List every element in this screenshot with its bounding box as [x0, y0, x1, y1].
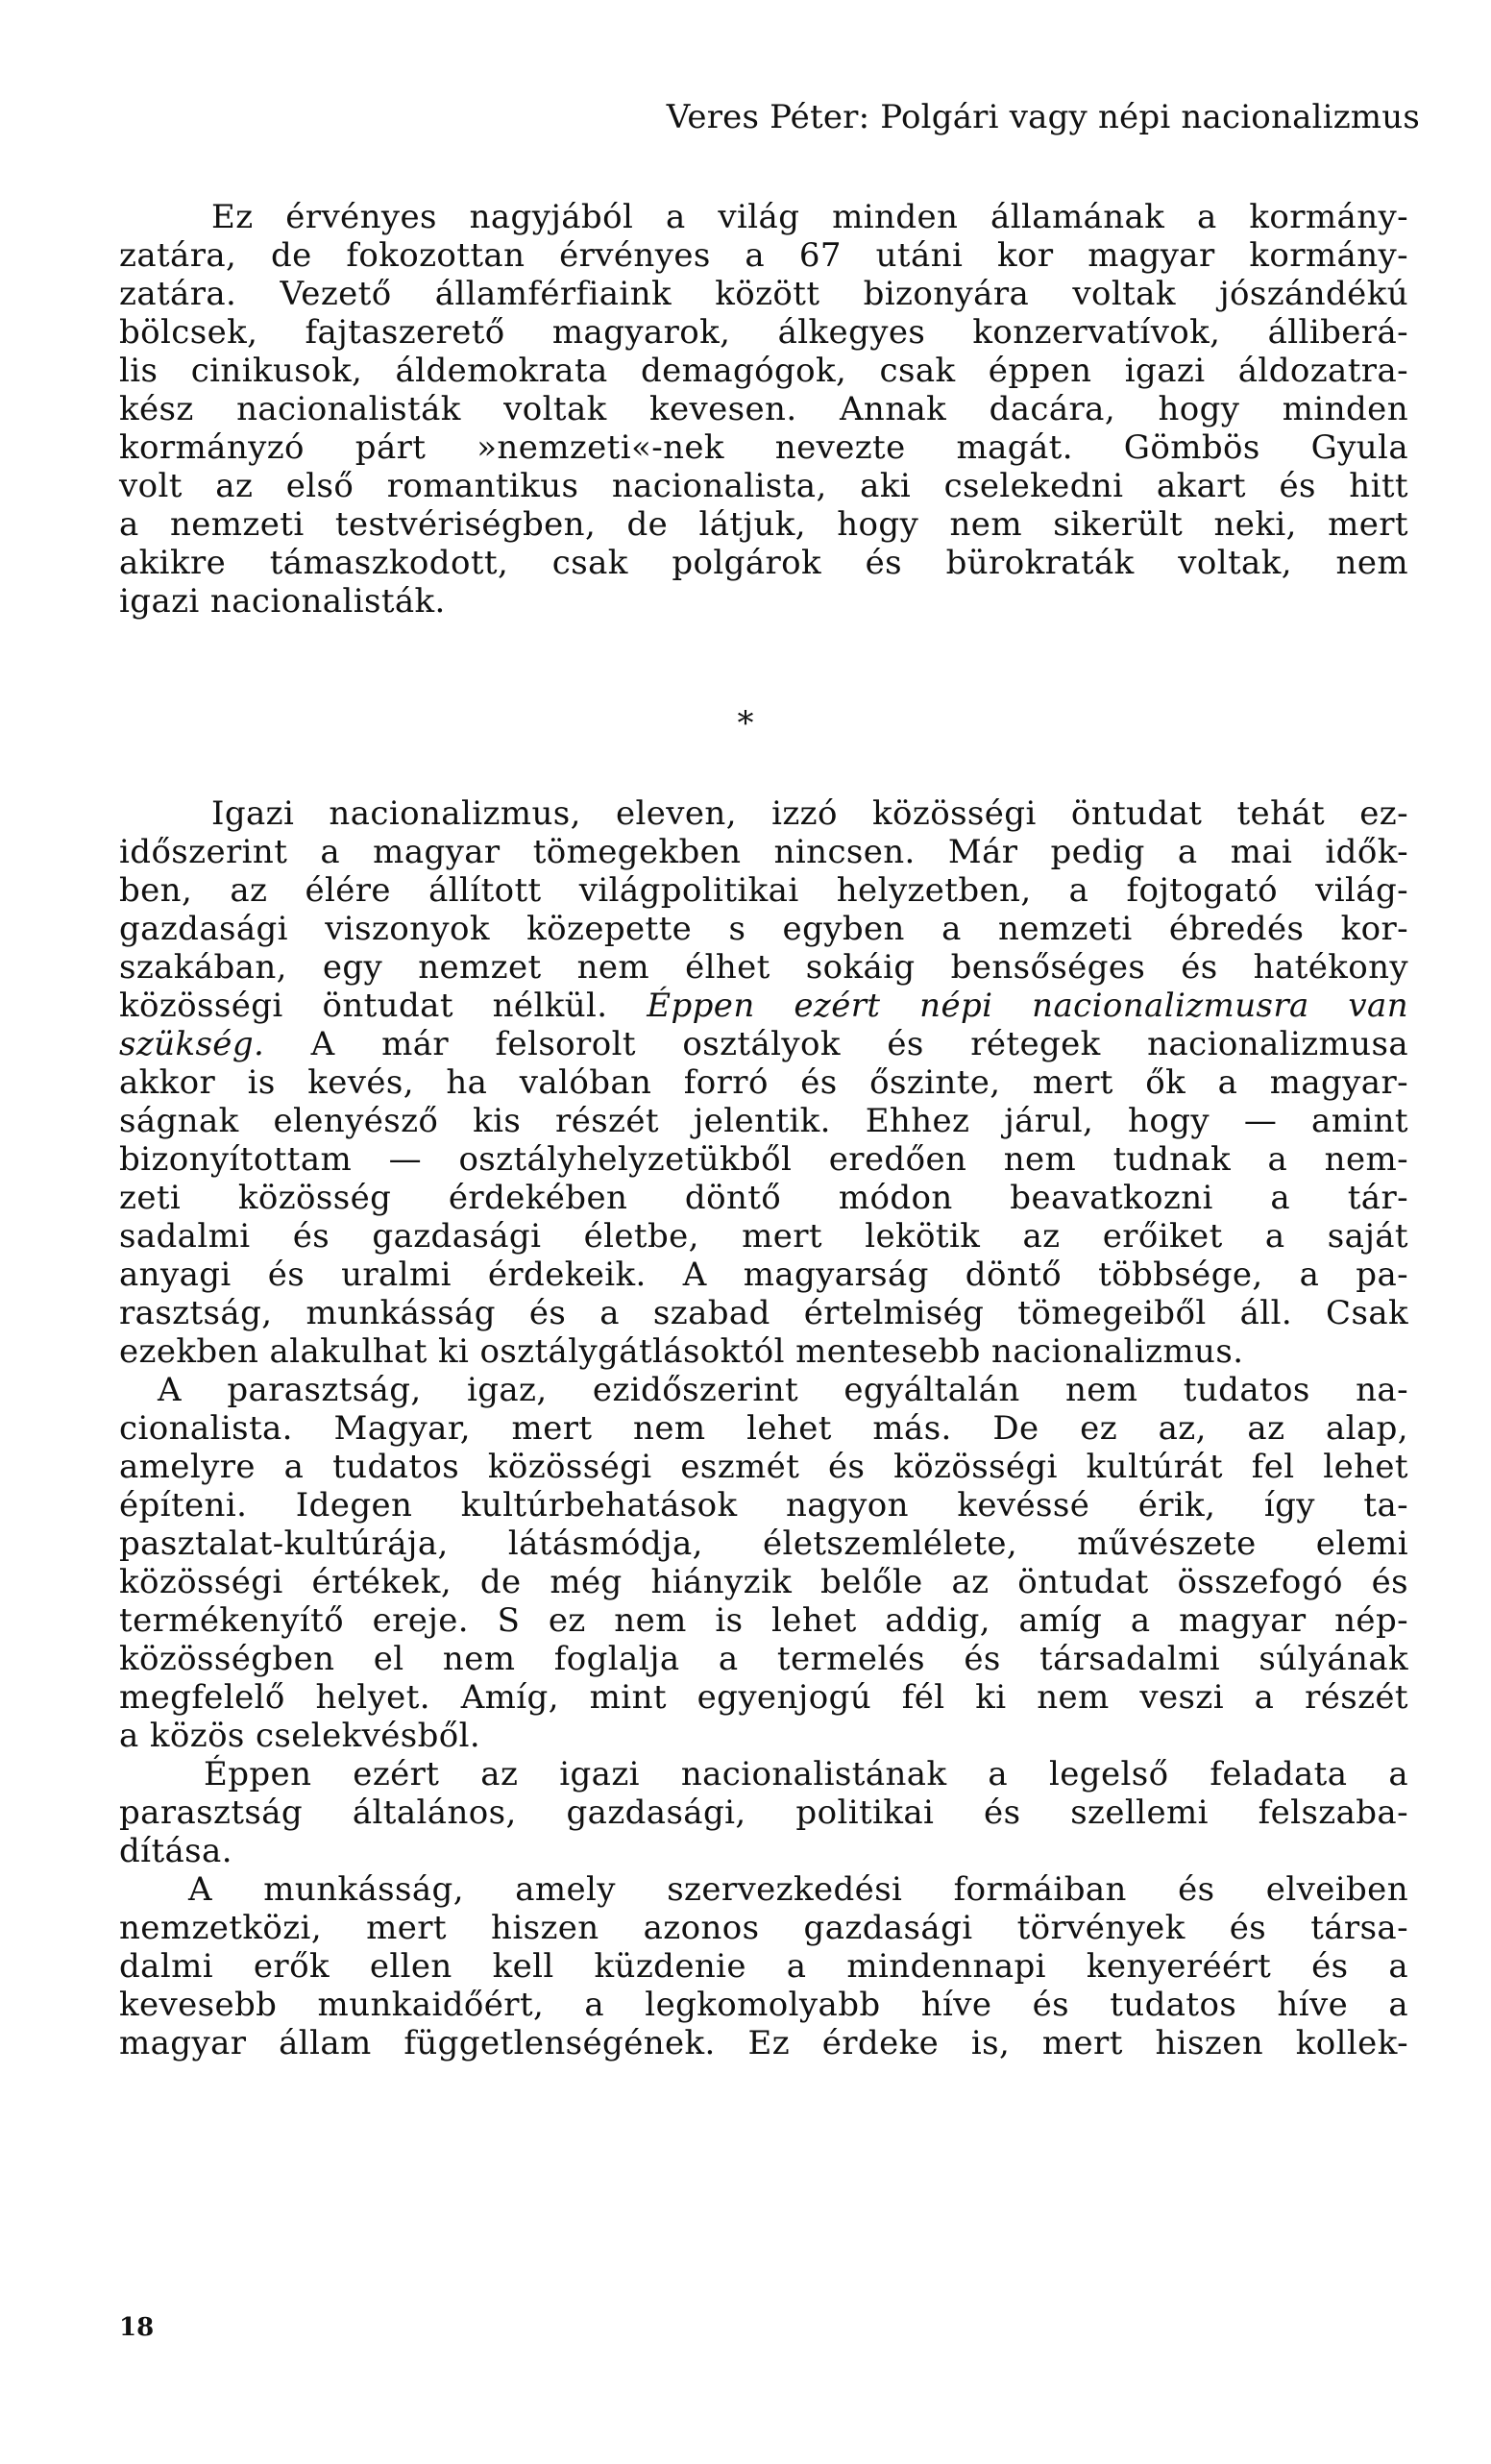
- text-line: Ez érvényes nagyjából a világ minden államának a kormány-: [211, 198, 1408, 236]
- text-line: bizonyítottam — osztályhelyzetükből eredően nem tudnak a nem-: [119, 1140, 1408, 1179]
- text-line: kész nacionalisták voltak kevesen. Annak dacára, hogy minden: [119, 390, 1408, 428]
- text-line: a közös cselekvésből.: [119, 1717, 481, 1755]
- text-line: termékenyítő ereje. S ez nem is lehet addig, amíg a magyar nép-: [119, 1601, 1408, 1640]
- text-line: időszerint a magyar tömegekben nincsen. Már pedig a mai idők-: [119, 833, 1408, 871]
- text-line: rasztság, munkásság és a szabad értelmiség tömegeiből áll. Csak: [119, 1294, 1408, 1332]
- text-line: megfelelő helyet. Amíg, mint egyenjogú fél ki nem veszi a részét: [119, 1678, 1408, 1717]
- section-separator: *: [737, 704, 754, 743]
- text-line: a nemzeti testvériségben, de látjuk, hogy nem sikerült neki, mert: [119, 505, 1408, 544]
- text-line: volt az első romantikus nacionalista, aki cselekedni akart és hitt: [119, 467, 1408, 505]
- text-line: gazdasági viszonyok közepette s egyben a nemzeti ébredés kor-: [119, 910, 1408, 948]
- text-line: dalmi erők ellen kell küzdenie a mindennapi kenyeréért és a: [119, 1947, 1408, 1986]
- text-line: zeti közösség érdekében döntő módon beavatkozni a tár-: [119, 1179, 1408, 1217]
- text-line: kormányzó párt »nemzeti«-nek nevezte magát. Gömbös Gyula: [119, 428, 1408, 467]
- text-line: pasztalat-kultúrája, látásmódja, életszemlélete, művészete elemi: [119, 1525, 1408, 1563]
- section-nationalism: [119, 794, 1408, 2062]
- text-line: parasztság általános, gazdasági, politikai és szellemi felszaba-: [119, 1793, 1408, 1832]
- text-line: közösségben el nem foglalja a termelés és társadalmi súlyának: [119, 1640, 1408, 1678]
- text-line: építeni. Idegen kultúrbehatások nagyon kevéssé érik, így ta-: [119, 1486, 1408, 1525]
- paragraph-government: [119, 198, 1408, 621]
- text-line: igazi nacionalisták.: [119, 582, 446, 621]
- text-line: [119, 1025, 1408, 1063]
- text-line: nemzetközi, mert hiszen azonos gazdasági törvények és társa-: [119, 1909, 1408, 1947]
- text-line: sadalmi és gazdasági életbe, mert lekötik az erőiket a saját: [119, 1217, 1408, 1256]
- running-head: Veres Péter: Polgári vagy népi nacionalizmus: [666, 98, 1420, 136]
- text-line: ben, az élére állított világpolitikai helyzetben, a fojtogató világ-: [119, 871, 1408, 910]
- text-line: Igazi nacionalizmus, eleven, izzó közösségi öntudat tehát ez-: [211, 794, 1408, 833]
- text-line: magyar állam függetlenségének. Ez érdeke is, mert hiszen kollek-: [119, 2024, 1408, 2062]
- text-line: szakában, egy nemzet nem élhet sokáig bensőséges és hatékony: [119, 948, 1408, 987]
- text-line: A munkásság, amely szervezkedési formáiban és elveiben: [188, 1870, 1408, 1909]
- emphasis-text: Éppen ezért népi nacionalizmusra van: [647, 987, 1408, 1025]
- emphasis-text: szükség.: [119, 1025, 265, 1063]
- text-line: A parasztság, igaz, ezidőszerint egyáltalán nem tudatos na-: [158, 1371, 1408, 1409]
- text-line: [119, 987, 1408, 1025]
- text-line: zatára, de fokozottan érvényes a 67 utáni kor magyar kormány-: [119, 236, 1408, 275]
- page-number: 18: [119, 2313, 155, 2342]
- text-line: akkor is kevés, ha valóban forró és őszinte, mert ők a magyar-: [119, 1063, 1408, 1102]
- text-line: anyagi és uralmi érdekeik. A magyarság döntő többsége, a pa-: [119, 1256, 1408, 1294]
- text-line: dítása.: [119, 1832, 232, 1870]
- text-line: lis cinikusok, áldemokrata demagógok, csak éppen igazi áldozatra-: [119, 352, 1408, 390]
- text-run: közösségi öntudat nélkül.: [119, 987, 648, 1025]
- text-line: Éppen ezért az igazi nacionalistának a legelső feladata a: [204, 1755, 1408, 1793]
- text-line: zatára. Vezető államférfiaink között bizonyára voltak jószándékú: [119, 275, 1408, 313]
- text-line: ezekben alakulhat ki osztálygátlásoktól mentesebb nacionalizmus.: [119, 1332, 1244, 1371]
- text-line: kevesebb munkaidőért, a legkomolyabb híve és tudatos híve a: [119, 1986, 1408, 2024]
- text-line: közösségi értékek, de még hiányzik belőle az öntudat összefogó és: [119, 1563, 1408, 1601]
- text-line: bölcsek, fajtaszerető magyarok, álkegyes konzervatívok, álliberá-: [119, 313, 1408, 352]
- text-line: ságnak elenyésző kis részét jelentik. Ehhez járul, hogy — amint: [119, 1102, 1408, 1140]
- text-line: amelyre a tudatos közösségi eszmét és közösségi kultúrát fel lehet: [119, 1448, 1408, 1486]
- text-run: A már felsorolt osztályok és rétegek nacionalizmusa: [264, 1025, 1408, 1063]
- text-line: cionalista. Magyar, mert nem lehet más. De ez az, az alap,: [119, 1409, 1408, 1448]
- text-line: akikre támaszkodott, csak polgárok és bürokraták voltak, nem: [119, 544, 1408, 582]
